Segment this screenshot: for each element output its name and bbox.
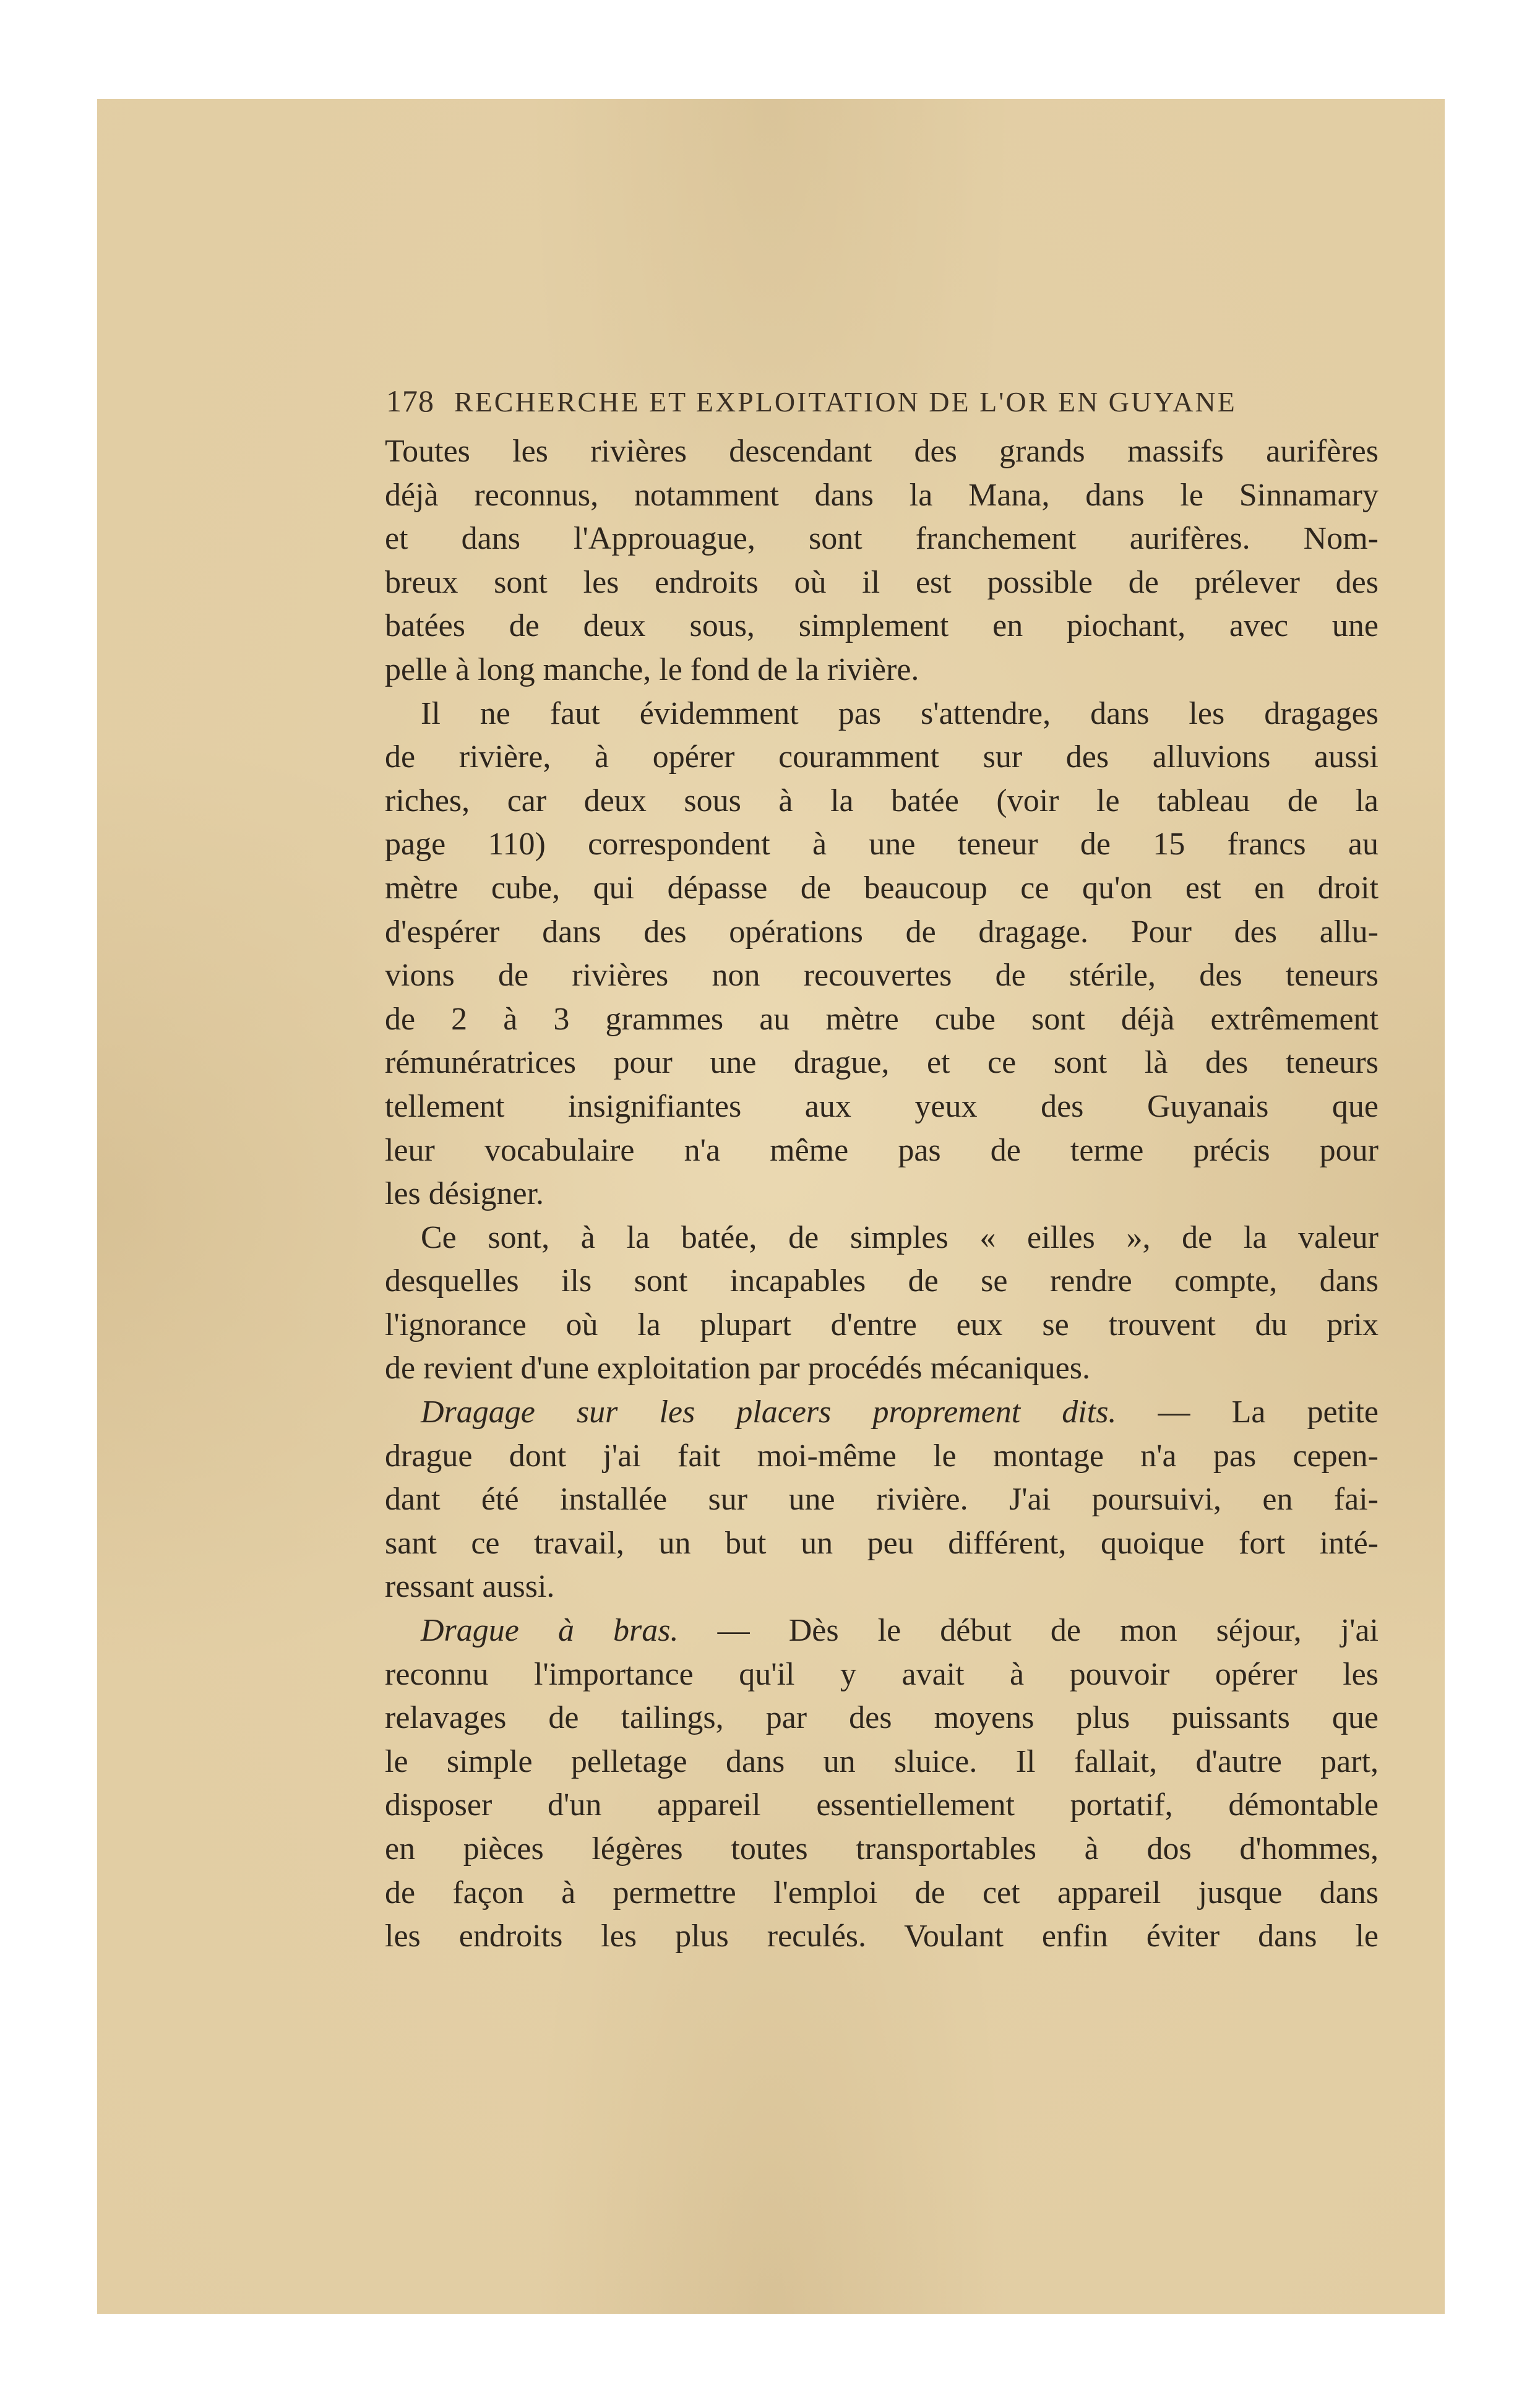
- text-line: mètre cube, qui dépasse de beaucoup ce qu'on est en droit: [385, 870, 1379, 906]
- book-page: [97, 99, 1445, 2314]
- running-title: RECHERCHE ET EXPLOITATION DE L'OR EN GUYANE: [454, 386, 1237, 418]
- text-line: les endroits les plus reculés. Voulant enfin éviter dans le: [385, 1918, 1379, 1954]
- text-line: de revient d'une exploitation par procédés mécaniques.: [385, 1351, 1090, 1386]
- text-line: les désigner.: [385, 1176, 544, 1212]
- text-line: en pièces légères toutes transportables à dos d'hommes,: [385, 1831, 1379, 1867]
- text-line: Dragage sur les placers proprement dits. — La petite: [421, 1394, 1379, 1430]
- text-line: sant ce travail, un but un peu différent, quoique fort inté-: [385, 1525, 1379, 1561]
- text-line: relavages de tailings, par des moyens plus puissants que: [385, 1700, 1379, 1736]
- text-line: batées de deux sous, simplement en piochant, avec une: [385, 608, 1379, 644]
- section-heading-italic: Drague à bras.: [421, 1613, 679, 1649]
- text-line: vions de rivières non recouvertes de stérile, des teneurs: [385, 958, 1379, 994]
- text-line: de 2 à 3 grammes au mètre cube sont déjà extrêmement: [385, 1001, 1379, 1037]
- text-line: dant été installée sur une rivière. J'ai poursuivi, en fai-: [385, 1482, 1379, 1518]
- text-line: ressant aussi.: [385, 1569, 555, 1605]
- text-line: Toutes les rivières descendant des grands massifs aurifères: [385, 434, 1379, 469]
- text-line: Drague à bras. — Dès le début de mon séjour, j'ai: [421, 1613, 1379, 1649]
- text-line: Ce sont, à la batée, de simples « eilles », de la valeur: [421, 1219, 1379, 1255]
- section-heading-italic: Dragage sur les placers proprement dits.: [421, 1394, 1117, 1430]
- text-line: tellement insignifiantes aux yeux des Guyanais que: [385, 1088, 1379, 1124]
- text-line: riches, car deux sous à la batée (voir le tableau de la: [385, 783, 1379, 818]
- text-line: rémunératrices pour une drague, et ce sont là des teneurs: [385, 1045, 1379, 1081]
- text-line: pelle à long manche, le fond de la rivière.: [385, 651, 919, 687]
- page-number: 178: [386, 384, 434, 418]
- text-line: leur vocabulaire n'a même pas de terme précis pour: [385, 1132, 1379, 1168]
- text-line: et dans l'Approuague, sont franchement aurifères. Nom-: [385, 521, 1379, 557]
- text-line: de façon à permettre l'emploi de cet appareil jusque dans: [385, 1875, 1379, 1910]
- text-line: déjà reconnus, notamment dans la Mana, dans le Sinnamary: [385, 477, 1379, 513]
- text-line: desquelles ils sont incapables de se rendre compte, dans: [385, 1263, 1379, 1299]
- text-line: d'espérer dans des opérations de dragage. Pour des allu-: [385, 914, 1379, 950]
- body-text: [385, 430, 1379, 1959]
- text-line: breux sont les endroits où il est possible de prélever des: [385, 564, 1379, 600]
- text-line: page 110) correspondent à une teneur de 15 francs au: [385, 827, 1379, 862]
- text-line: Il ne faut évidemment pas s'attendre, dans les dragages: [421, 695, 1379, 731]
- text-line: l'ignorance où la plupart d'entre eux se trouvent du prix: [385, 1307, 1379, 1343]
- text-line: de rivière, à opérer couramment sur des alluvions aussi: [385, 739, 1379, 775]
- text-line: disposer d'un appareil essentiellement portatif, démontable: [385, 1787, 1379, 1823]
- text-line: le simple pelletage dans un sluice. Il fallait, d'autre part,: [385, 1743, 1379, 1779]
- text-line: reconnu l'importance qu'il y avait à pouvoir opérer les: [385, 1656, 1379, 1692]
- text-line: drague dont j'ai fait moi-même le montage n'a pas cepen-: [385, 1438, 1379, 1474]
- running-header: [386, 383, 1351, 419]
